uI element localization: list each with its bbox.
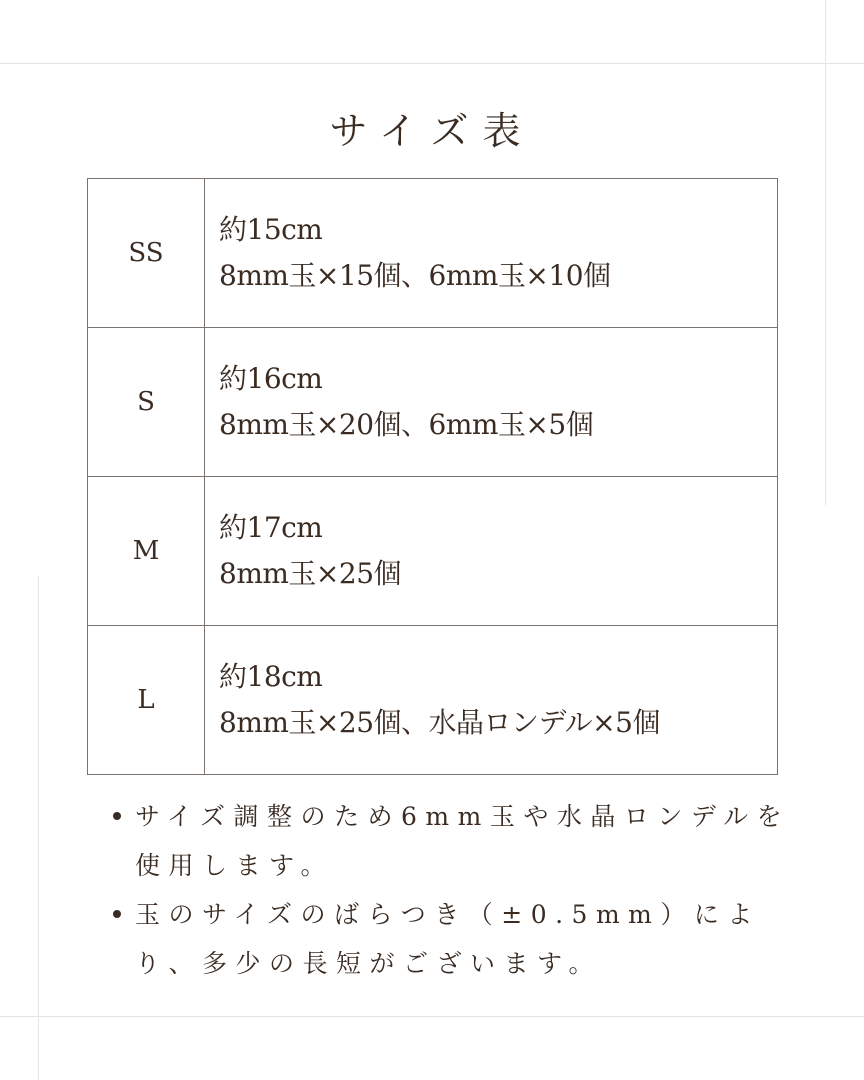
size-length: 約17cm	[219, 511, 323, 544]
size-detail	[205, 328, 778, 477]
size-length: 約18cm	[219, 660, 323, 693]
guide-line-bottom	[0, 1016, 864, 1017]
size-label: M	[88, 477, 205, 626]
size-beads: 8mm玉×25個、水晶ロンデル×5個	[219, 706, 660, 739]
size-beads: 8mm玉×20個、6mm玉×5個	[219, 408, 594, 441]
size-beads: 8mm玉×15個、6mm玉×10個	[219, 259, 611, 292]
table-row	[88, 179, 778, 328]
size-detail	[205, 626, 778, 775]
page-title: サイズ表	[329, 109, 535, 153]
size-length: 約16cm	[219, 362, 323, 395]
size-label: SS	[88, 179, 205, 328]
table-row	[88, 626, 778, 775]
size-table	[87, 178, 778, 775]
guide-line-right	[825, 0, 826, 505]
table-row	[88, 477, 778, 626]
note-item: 玉のサイズのばらつき（±0.5mm）により、多少の長短がございます。	[113, 890, 793, 988]
guide-line-top	[0, 63, 864, 64]
guide-line-left	[38, 576, 39, 1080]
size-label: S	[88, 328, 205, 477]
size-beads: 8mm玉×25個	[219, 557, 402, 590]
note-item: サイズ調整のため6mm玉や水晶ロンデルを使用します。	[113, 792, 793, 890]
size-detail	[205, 179, 778, 328]
notes-list	[113, 792, 793, 988]
size-length: 約15cm	[219, 213, 323, 246]
size-label: L	[88, 626, 205, 775]
table-row	[88, 328, 778, 477]
size-detail	[205, 477, 778, 626]
